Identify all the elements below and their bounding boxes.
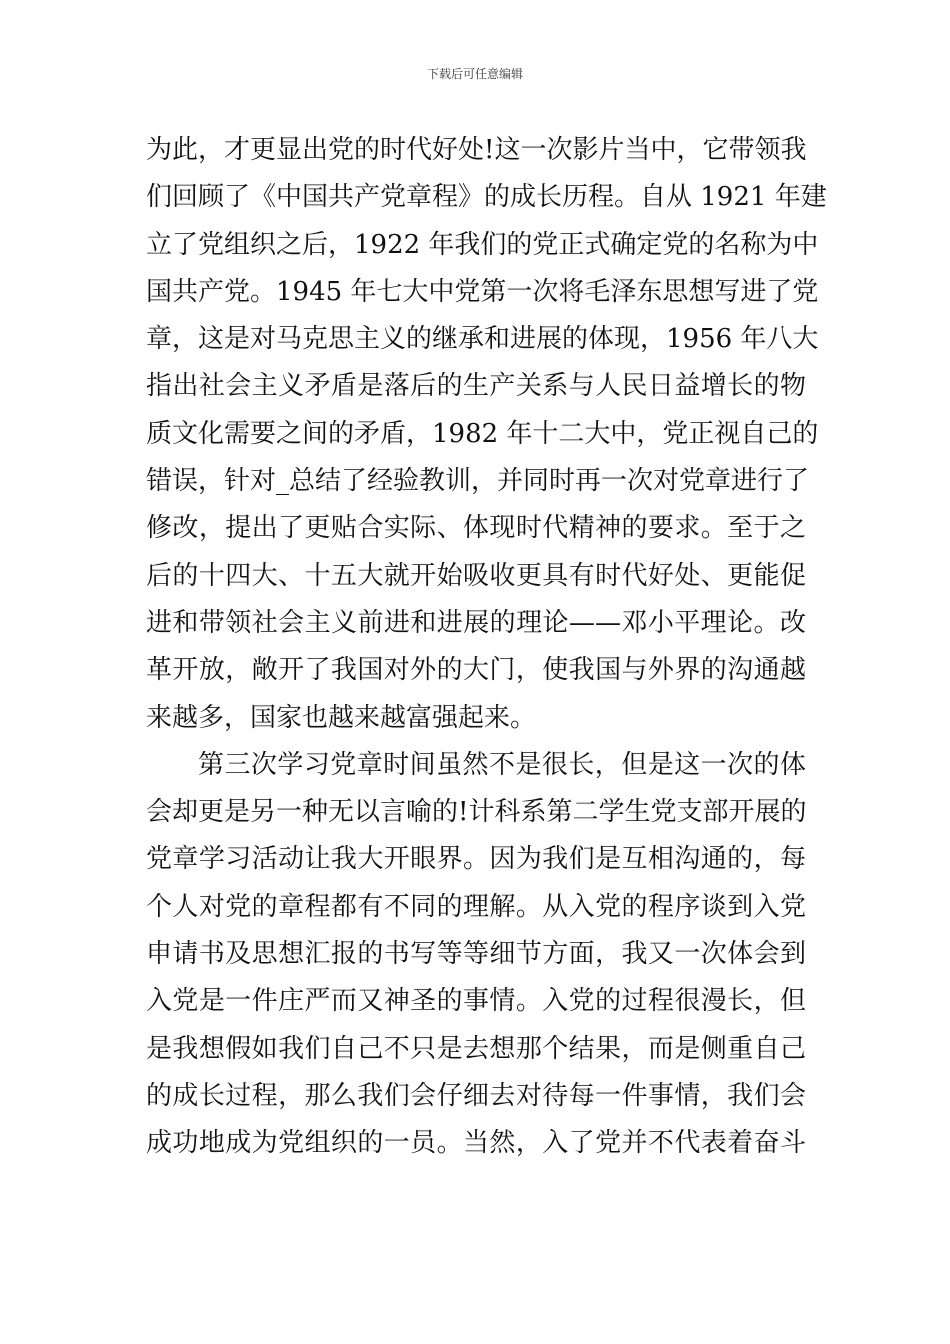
paragraph-first-line: 第三次学习党章时间虽然不是很长，但是这一次的体 — [198, 749, 806, 780]
text-line: 个人对党的章程都有不同的理解。从入党的程序谈到入党 — [146, 891, 806, 922]
text-line: 党章学习活动让我大开眼界。因为我们是互相沟通的，每 — [146, 844, 806, 875]
text-line: 为此，才更显出党的时代好处!这一次影片当中，它带领我 — [146, 135, 807, 165]
document-body — [146, 127, 827, 1168]
text-line: 们回顾了《中国共产党章程》的成长历程。自从 1921 年建 — [146, 182, 827, 213]
text-line: 后的十四大、十五大就开始吸收更具有时代好处、更能促 — [146, 560, 806, 591]
text-line: 革开放，敞开了我国对外的大门，使我国与外界的沟通越 — [146, 655, 806, 686]
text-line: 来越多，国家也越来越富强起来。 — [146, 702, 537, 733]
text-line: 申请书及思想汇报的书写等等细节方面，我又一次体会到 — [146, 939, 806, 970]
text-line: 入党是一件庄严而又神圣的事情。入党的过程很漫长，但 — [146, 986, 806, 1017]
text-line: 是我想假如我们自己不只是去想那个结果，而是侧重自己 — [146, 1033, 806, 1064]
text-line: 修改，提出了更贴合实际、体现时代精神的要求。至于之 — [146, 513, 806, 544]
text-line: 指出社会主义矛盾是落后的生产关系与人民日益增长的物 — [146, 371, 806, 402]
text-line: 成功地成为党组织的一员。当然，入了党并不代表着奋斗 — [146, 1128, 806, 1159]
text-line: 章，这是对马克思主义的继承和进展的体现，1956 年八大 — [146, 324, 819, 355]
text-line: 立了党组织之后，1922 年我们的党正式确定党的名称为中 — [146, 229, 819, 260]
text-line: 错误，针对_总结了经验教训，并同时再一次对党章进行了 — [146, 466, 810, 497]
text-line: 的成长过程，那么我们会仔细去对待每一件事情，我们会 — [146, 1080, 806, 1111]
text-line: 国共产党。1945 年七大中党第一次将毛泽东思想写进了党 — [146, 276, 819, 307]
text-line: 会却更是另一种无以言喻的!计科系第二学生党支部开展的 — [146, 797, 807, 828]
text-line: 进和带领社会主义前进和进展的理论——邓小平理论。改 — [146, 607, 806, 638]
page-header: 下载后可任意编辑 — [426, 67, 523, 81]
text-line: 质文化需要之间的矛盾，1982 年十二大中，党正视自己的 — [146, 418, 819, 449]
